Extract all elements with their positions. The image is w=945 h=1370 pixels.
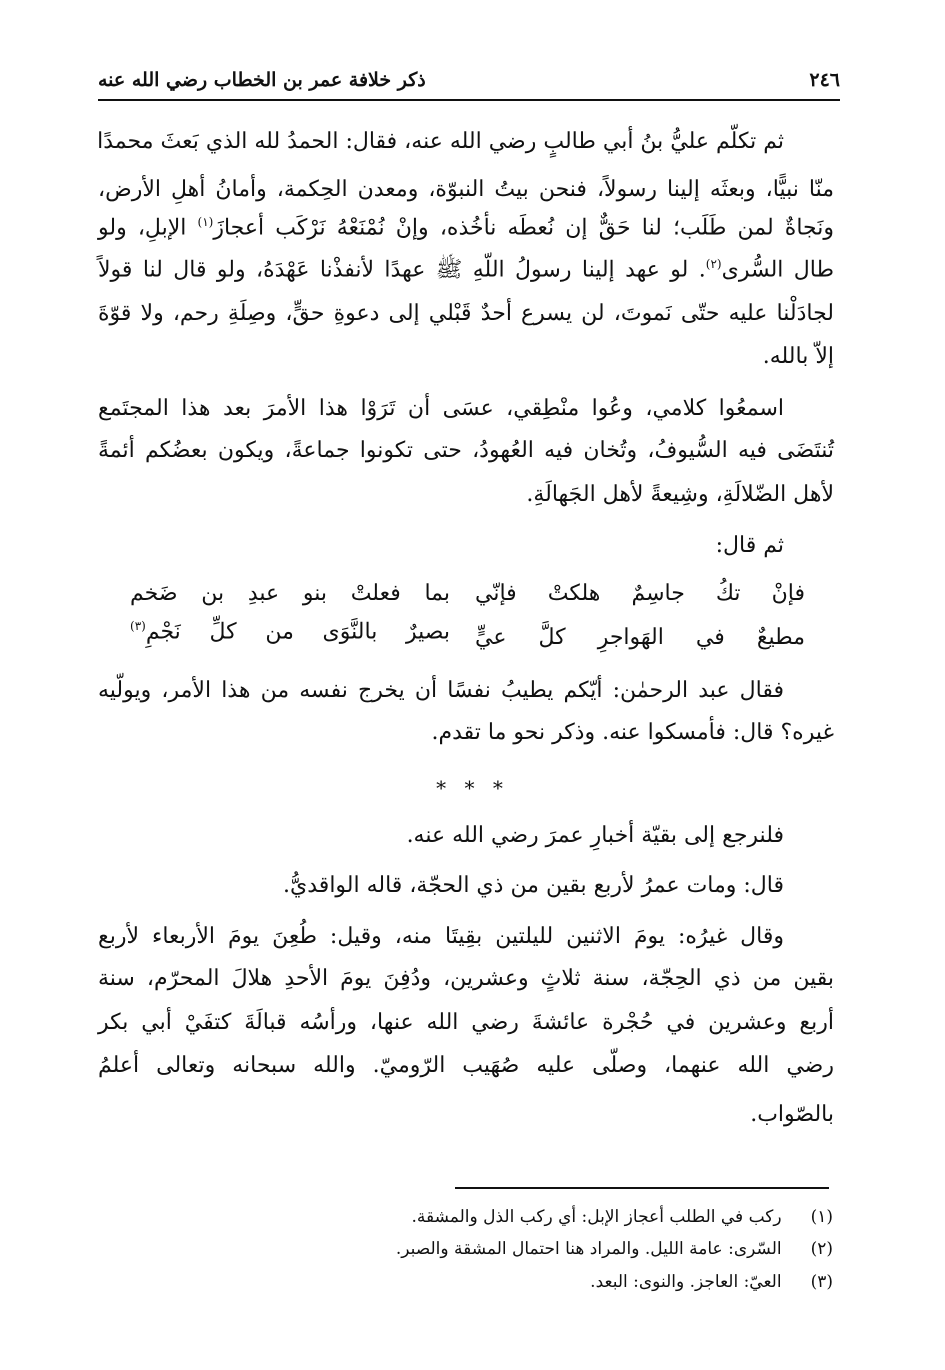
verse-hemistich: فإنْ تكُ جاسِمٌ هلكتْ فإنّي (475, 581, 805, 606)
body-line: قال: ومات عمرُ لأربع بقين من ذي الحجّة، قاله الواقديُّ. (283, 873, 784, 898)
verse-hemistich: بصيرٌ بالنَّوَى من كلِّ نَجْمِ$^{(٣)}$ (130, 619, 450, 645)
body-line: فلنرجع إلى بقيّة أخبارِ عمرَ رضي الله عنه. (406, 823, 784, 848)
body-line: غيره؟ قال: فأمسكوا عنه. وذكر نحو ما تقدم. (431, 720, 834, 745)
body-line: فقال عبد الرحمٰن: أيّكم يطيبُ نفسًا أن يخرج نفسه من هذا الأمر، ويولّيه (98, 678, 784, 703)
footnote (590, 1272, 833, 1292)
footnote-ref[interactable]: (٣) (130, 619, 146, 633)
body-line: منّا نبيًّا، وبعثَه إلينا رسولاً، فنحن بيتُ النبوّة، ومعدن الحِكمة، وأمانُ أهلِ الأرض، (98, 177, 834, 202)
body-line: ونَجاةٌ لمن طَلَب؛ لنا حَقٌّ إن نُعطَه نأخُذه، وإنْ نُمْنَعْهُ نَرْكَب أعجازَ$^{(١)}$ الإبلِ، ولو (98, 215, 834, 241)
body-line: إلاّ بالله. (762, 344, 834, 369)
body-line: أربع وعشرين في حُجْرة عائشةَ رضي الله عنها، ورأسُه قبالَةَ كتفَيْ أبي بكر (98, 1010, 834, 1035)
footnote-number: (٢) (810, 1239, 833, 1259)
page-number: ٢٤٦ (809, 69, 840, 91)
footnote (411, 1207, 833, 1227)
verse-hemistich: مطيعٌ في الهَواجرِ كلَّ عيٍّ (475, 625, 805, 650)
page-header (98, 62, 840, 98)
body-line: وقال غيرُه: يومَ الاثنين لليلتين بقِيتَا منه، وقيل: طُعِنَ يومَ الأربعاء لأربع (98, 924, 784, 949)
body-line: اسمعُوا كلامي، وعُوا منْطِقي، عسَى أن تَرَوْا هذا الأمرَ بعد هذا المجتَمع (98, 396, 784, 421)
body-line: رضي الله عنهما، وصلّى عليه صُهَيب الرّوميّ. والله سبحانه وتعالى أعلمُ (98, 1053, 834, 1078)
body-line: طال السُّرى$^{(٢)}$. لو عهد إلينا رسولُ اللّهِ ﷺ عهدًا لأنفذْنا عَهْدَهُ، ولو قال لنا قولاً (98, 257, 834, 283)
footnote-text: السّرى: عامة الليل. والمراد هنا احتمال المشقة والصبر. (395, 1239, 782, 1259)
footnote-ref[interactable]: (١) (197, 215, 214, 229)
body-line: لجادَلْنا عليه حتّى نَموتَ، لن يسرع أحدٌ قَبْلي إلى دعوةِ حقٍّ، وصِلَةِ رحم، ولا قوّةَ (98, 301, 834, 326)
body-line: تُنتَضَى فيه السُّيوفُ، وتُخان فيه العُهودُ، حتى تكونوا جماعةً، ويكون بعضُكم أئمةً (98, 438, 834, 463)
header-divider (98, 99, 840, 101)
poem-intro: ثم قال: (715, 533, 784, 558)
running-title: ذكر خلافة عمر بن الخطاب رضي الله عنه (98, 69, 426, 91)
footnote-text: العيّ: العاجز. والنوى: البعد. (590, 1272, 782, 1292)
footnote-number: (١) (810, 1207, 833, 1227)
body-line: بقين من ذي الحِجّة، سنة ثلاثٍ وعشرين، ودُفِنَ يومَ الأحدِ هلالَ المحرّم، سنة (98, 966, 834, 991)
footnote-ref[interactable]: (٢) (705, 257, 722, 271)
footnote (396, 1239, 833, 1259)
body-line: لأهل الضّلالَةِ، وشِيعةً لأهل الجَهالَةِ. (526, 482, 834, 507)
footnote-number: (٣) (810, 1272, 833, 1292)
footnote-divider (455, 1187, 829, 1189)
footnote-text: ركب في الطلب أعجاز الإبل: أي ركب الذل والمشقة. (411, 1207, 782, 1227)
body-line: ثم تكلّم عليُّ بنُ أبي طالبٍ رضي الله عنه، فقال: الحمدُ لله الذي بَعثَ محمدًا (97, 129, 784, 154)
body-line: بالصّواب. (750, 1102, 834, 1127)
section-separator: * * * (436, 776, 509, 800)
verse-hemistich: بما فعلتْ بنو عبدِ بن ضَخم (130, 581, 450, 606)
